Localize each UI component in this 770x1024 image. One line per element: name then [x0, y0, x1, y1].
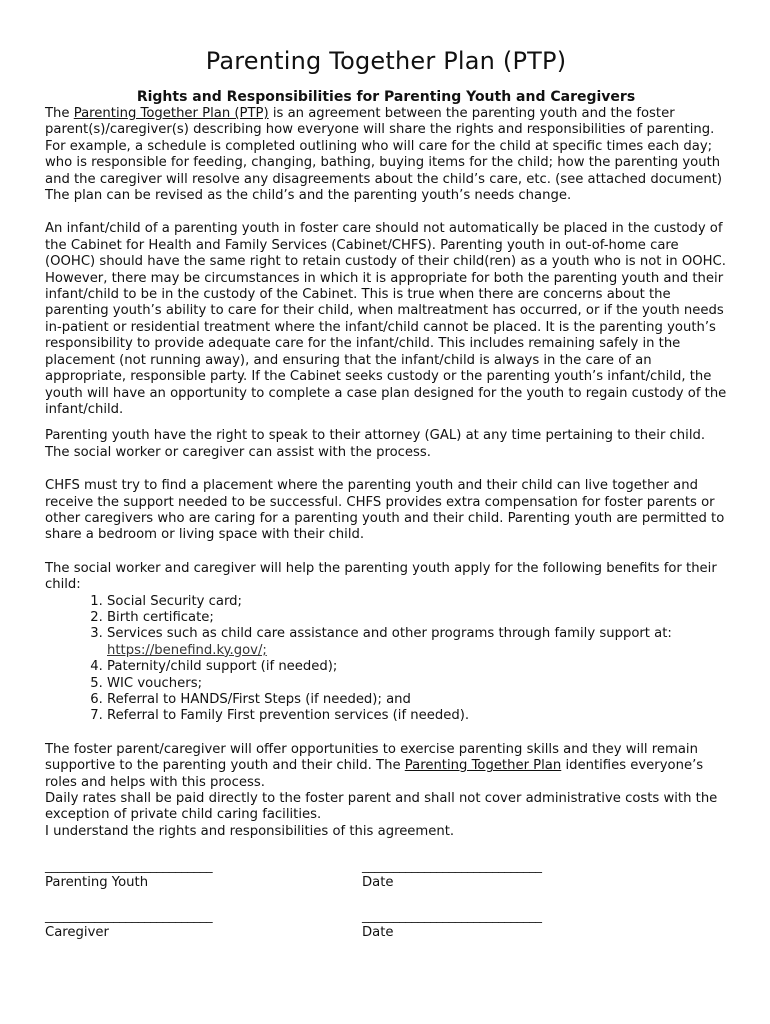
date-block-caregiver [362, 909, 542, 941]
list-item: 6. Referral to HANDS/First Steps (if needed); and [107, 692, 727, 708]
signature-row-caregiver [45, 909, 727, 959]
closing-paragraph [45, 742, 727, 791]
closing-suffix: identifies everyone’s roles and helps with this process. [45, 758, 704, 790]
ptp-reference: Parenting Together Plan (PTP) [73, 106, 269, 121]
benefits-list [45, 594, 727, 725]
daily-rates-paragraph: Daily rates shall be paid directly to the foster parent and shall not cover administrative costs with the exception of private child caring facilities. [45, 791, 718, 823]
date-line[interactable]: _____________________________ [362, 909, 542, 925]
list-item: 5. WIC vouchers; [107, 676, 727, 692]
intro-paragraph [45, 106, 727, 204]
attorney-paragraph: Parenting youth have the right to speak to their attorney (GAL) at any time pertaining to their child. The social worker or caregiver can assist with the process. [45, 428, 706, 460]
signature-row-youth [45, 859, 727, 909]
list-item: 1. Social Security card; [107, 594, 727, 610]
intro-rest: is an agreement between the parenting youth and the foster parent(s)/caregiver(s) describing how everyone will share the rights and responsibilities of parenting. For example, a schedule is completed outlining who will care for the child at specific times each day; who is responsible for feeding, changing, bathing, buying items for the child; how the parenting youth and the caregiver will resolve any disagreements about the child’s care, etc. (see attached document) The plan can be revised as the child’s and the parenting youth’s needs change. [45, 106, 723, 204]
closing-prefix: The foster parent/caregiver will offer opportunities to exercise parenting skills and they will remain supportive to the parenting youth and their child. The [45, 741, 698, 774]
page-title: Parenting Together Plan (PTP) [205, 47, 567, 75]
list-item-text: Services such as child care assistance and other programs through family support at: [107, 626, 672, 642]
placement-paragraph: CHFS must try to find a placement where the parenting youth and their child can live together and receive the support needed to be successful. CHFS provides extra compensation for foster parents or other caregivers who are caring for a parenting youth and their child. Parenting youth are permitted to share a bedroom or living space with their child. [45, 478, 725, 543]
date-line[interactable]: _____________________________ [362, 859, 542, 875]
agreement-statement: I understand the rights and responsibilities of this agreement. [45, 823, 455, 839]
signature-line[interactable]: ___________________________ [45, 859, 213, 875]
benefind-link[interactable]: https://benefind.ky.gov/; [107, 642, 267, 658]
signature-label: Parenting Youth [45, 875, 149, 891]
date-label: Date [362, 875, 394, 891]
page-subtitle: Rights and Responsibilities for Parenting Youth and Caregivers [136, 89, 636, 105]
signature-line[interactable]: ___________________________ [45, 909, 213, 925]
list-item [107, 626, 727, 659]
date-label: Date [362, 925, 394, 941]
signature-block-youth [45, 859, 212, 891]
intro-prefix: The [45, 106, 74, 121]
signature-block-caregiver [45, 909, 212, 941]
date-block-youth [362, 859, 542, 891]
document-page [45, 44, 727, 959]
custody-paragraph: An infant/child of a parenting youth in foster care should not automatically be placed in the custody of the Cabinet for Health and Family Services (Cabinet/CHFS). Parenting youth in out-of-home care (OOHC) should have the same right to retain custody of their child(ren) as a youth who is not in OOHC. However, there may be circumstances in which it is appropriate for both the parenting youth and their infant/child to be in the custody of the Cabinet. This is true when there are concerns about the parenting youth’s ability to care for their child, when maltreatment has occurred, or if the youth needs in-patient or residential treatment where the infant/child cannot be placed. It is the parenting youth’s responsibility to provide adequate care for the infant/child. This includes remaining safely in the placement (not running away), and ensuring that the infant/child is always in the care of an appropriate, responsible party. If the Cabinet seeks custody or the parenting youth’s infant/child, the youth will have an opportunity to complete a case plan designed for the youth to regain custody of the infant/child. [45, 221, 727, 417]
signature-label: Caregiver [45, 925, 109, 941]
list-item: 2. Birth certificate; [107, 610, 727, 626]
list-item: 4. Paternity/child support (if needed); [107, 659, 727, 675]
benefits-intro: The social worker and caregiver will help the parenting youth apply for the following benefits for their child: [45, 560, 717, 593]
list-item: 7. Referral to Family First prevention services (if needed). [107, 708, 727, 724]
ptp-reference-2: Parenting Together Plan [404, 758, 562, 774]
